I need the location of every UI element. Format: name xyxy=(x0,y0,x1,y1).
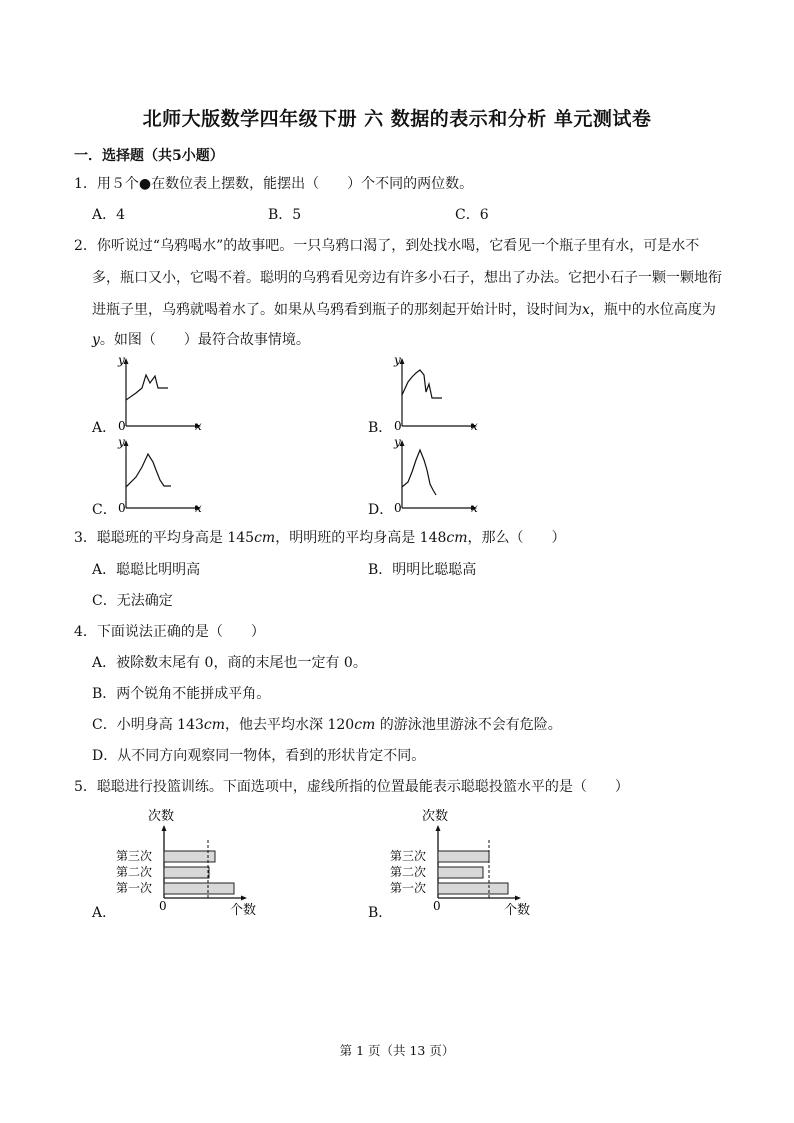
svg-text:y: y xyxy=(118,353,125,367)
question-4-option-c: C．小明身高 143cm，他去平均水深 120cm 的游泳池里游泳不会有危险。 xyxy=(92,717,562,733)
question-5-stem: 5．聪聪进行投篮训练。下面选项中，虚线所指的位置最能表示聪聪投篮水平的是（ ） xyxy=(74,779,629,795)
page-title: 北师大版数学四年级下册 六 数据的表示和分析 单元测试卷 xyxy=(142,108,652,130)
svg-text:0: 0 xyxy=(433,899,441,913)
svg-text:x: x xyxy=(195,419,202,432)
question-2-graph-b xyxy=(384,350,484,432)
question-2-line-3: 进瓶子里，乌鸦就喝着水了。如果从乌鸦看到瓶子的那刻起开始计时，设时间为x，瓶中的水位高度为 xyxy=(92,302,716,318)
svg-text:x: x xyxy=(195,501,202,514)
svg-text:个数: 个数 xyxy=(504,903,531,918)
svg-text:x: x xyxy=(471,501,478,514)
svg-text:次数: 次数 xyxy=(148,809,175,824)
page-footer: 第 1 页（共 13 页） xyxy=(339,1043,455,1058)
svg-text:x: x xyxy=(471,419,478,432)
svg-text:0: 0 xyxy=(118,501,126,514)
svg-text:第三次: 第三次 xyxy=(390,849,427,863)
question-1-stem: 1．用５个●在数位表上摆数，能摆出（ ）个不同的两位数。 xyxy=(74,176,474,192)
question-3-option-b: B．明明比聪聪高 xyxy=(368,562,477,578)
svg-text:个数: 个数 xyxy=(230,903,257,918)
question-1-option-a: A．4 xyxy=(92,207,126,223)
question-5-option-a: A． xyxy=(92,905,117,921)
svg-text:次数: 次数 xyxy=(422,809,449,824)
question-3-option-a: A．聪聪比明明高 xyxy=(92,562,201,578)
svg-text:0: 0 xyxy=(394,419,402,432)
question-4-stem: 4．下面说法正确的是（ ） xyxy=(74,624,265,640)
svg-text:第二次: 第二次 xyxy=(116,865,153,879)
question-3-option-c: C．无法确定 xyxy=(92,593,173,609)
question-2-graph-c xyxy=(108,432,208,514)
section-heading: 一．选择题（共5小题） xyxy=(74,148,224,164)
svg-text:第一次: 第一次 xyxy=(116,881,153,895)
question-2-option-a: A． xyxy=(92,420,117,436)
svg-text:y: y xyxy=(118,435,125,449)
question-1-option-b: B．5 xyxy=(268,207,302,223)
svg-text:0: 0 xyxy=(118,419,126,432)
question-2-graph-a xyxy=(108,350,208,432)
svg-text:第二次: 第二次 xyxy=(390,865,427,879)
question-2-line-1: 2．你听说过“乌鸦喝水”的故事吧。一只乌鸦口渴了，到处找水喝，它看见一个瓶子里有水，可是水不 xyxy=(74,238,700,254)
question-4-option-d: D．从不同方向观察同一物体，看到的形状肯定不同。 xyxy=(92,748,426,764)
question-2-option-c: C． xyxy=(92,502,117,518)
question-4-option-a: A．被除数末尾有 0，商的末尾也一定有 0。 xyxy=(92,655,367,671)
question-5-option-b: B． xyxy=(368,905,393,921)
question-2-option-d: D． xyxy=(368,502,394,518)
svg-text:y: y xyxy=(394,435,401,449)
question-1-option-c: C．6 xyxy=(455,207,489,223)
svg-text:0: 0 xyxy=(394,501,402,514)
svg-text:0: 0 xyxy=(159,899,167,913)
question-2-line-2: 多，瓶口又小，它喝不着。聪明的乌鸦看见旁边有许多小石子，想出了办法。它把小石子一颗一颗地衔 xyxy=(92,270,722,286)
svg-text:y: y xyxy=(394,353,401,367)
question-5-chart-a xyxy=(112,806,272,918)
svg-text:第一次: 第一次 xyxy=(390,881,427,895)
question-4-option-b: B．两个锐角不能拼成平角。 xyxy=(92,686,271,702)
question-2-option-b: B． xyxy=(368,420,393,436)
question-3-stem: 3．聪聪班的平均身高是 145cm，明明班的平均身高是 148cm，那么（ ） xyxy=(74,530,566,546)
question-2-line-4: y。如图（ ）最符合故事情境。 xyxy=(92,332,310,348)
svg-text:第三次: 第三次 xyxy=(116,849,153,863)
question-5-chart-b xyxy=(386,806,546,918)
question-2-graph-d xyxy=(384,432,484,514)
